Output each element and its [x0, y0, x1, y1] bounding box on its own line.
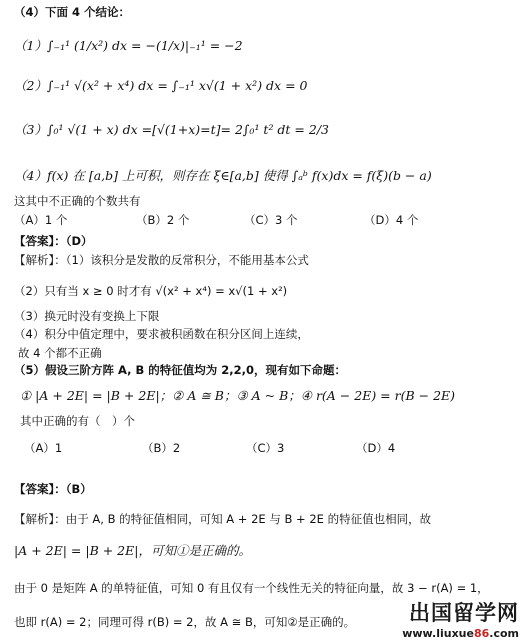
watermark-url-highlight: 86 [473, 627, 490, 640]
q4-analysis-4: （4）积分中值定理中，要求被积函数在积分区间上连续， [14, 327, 309, 341]
q4-answer: 【答案】：（D） [14, 234, 93, 248]
watermark [402, 597, 519, 640]
q5-analysis-2: |A + 2E| = |B + 2E|，可知①是正确的。 [14, 543, 251, 558]
q5-option-a: （A）1 [24, 441, 63, 455]
q5-option-c: （C）3 [246, 441, 285, 455]
watermark-url [402, 627, 519, 640]
q4-item-1: （1）∫₋₁¹ (1/x²) dx = −(1/x)|₋₁¹ = −2 [14, 38, 243, 53]
q5-propositions: ① |A + 2E| = |B + 2E|；② A ≅ B；③ A ~ B；④ r(A − 2E) = r(B − 2E) [20, 388, 456, 403]
q5-option-b: （B）2 [142, 441, 181, 455]
q4-option-c: （C）3 个 [244, 213, 298, 227]
q4-item-3: （3）∫₀¹ √(1 + x) dx =[√(1+x)=t]= 2∫₀¹ t² dt = 2/3 [14, 122, 329, 137]
q4-item-4: （4）f(x) 在 [a,b] 上可积，则存在 ξ∈[a,b] 使得 ∫ₐᵇ f(x)dx = f(ξ)(b − a) [14, 168, 432, 183]
q4-option-b: （B）2 个 [136, 213, 190, 227]
q4-option-a: （A）1 个 [14, 213, 68, 227]
q5-analysis-4: 也即 r(A) = 2；同理可得 r(B) = 2，故 A ≅ B，可知②是正确的。 [14, 615, 356, 629]
q5-analysis-3: 由于 0 是矩阵 A 的单特征值，可知 0 有且仅有一个线性无关的特征向量，故 3 − r(A) = 1， [14, 581, 489, 595]
q4-option-d: （D）4 个 [364, 213, 419, 227]
q5-analysis-1: 【解析】：由于 A, B 的特征值相同，可知 A + 2E 与 B + 2E 的特征值也相同，故 [14, 512, 432, 526]
q4-analysis-2: （2）只有当 x ≥ 0 时才有 √(x² + x⁴) = x√(1 + x²) [14, 284, 288, 298]
q4-question: 这其中不正确的个数共有 [14, 194, 141, 208]
watermark-title: 出国留学网 [409, 601, 519, 625]
watermark-url-suffix: .com [489, 627, 519, 640]
q4-analysis-1: 【解析】：（1）该积分是发散的反常积分，不能用基本公式 [14, 253, 309, 267]
q4-item-2: （2）∫₋₁¹ √(x² + x⁴) dx = ∫₋₁¹ x√(1 + x²) dx = 0 [14, 78, 308, 93]
watermark-url-prefix: www.liuxue [402, 627, 474, 640]
q4-analysis-5: 故 4 个都不正确 [18, 346, 102, 360]
q4-title: （4）下面 4 个结论： [14, 5, 131, 19]
q5-title: （5）假设三阶方阵 A, B 的特征值均为 2,2,0，现有如下命题： [14, 363, 347, 377]
q5-option-d: （D）4 [356, 441, 396, 455]
q4-analysis-3: （3）换元时没有变换上下限 [14, 309, 160, 323]
q5-question: 其中正确的有（ ）个 [20, 414, 135, 428]
q5-answer: 【答案】：（B） [14, 482, 92, 496]
